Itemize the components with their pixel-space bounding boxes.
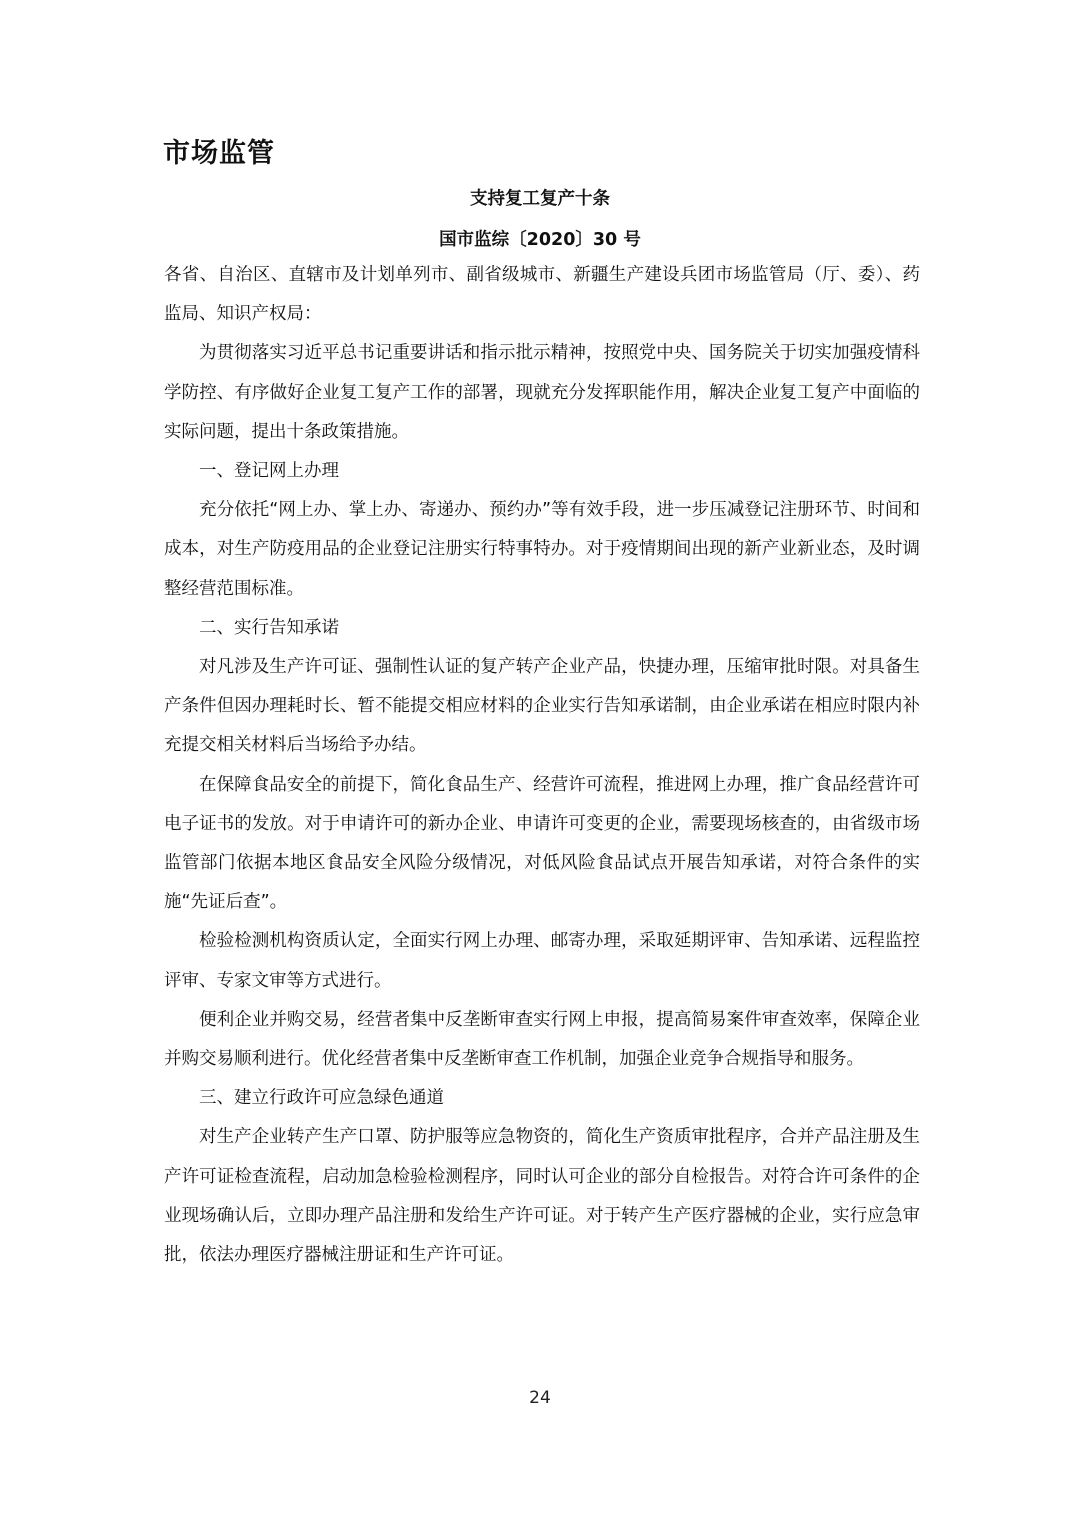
paragraph: 对生产企业转产生产口罩、防护服等应急物资的，简化生产资质审批程序，合并产品注册及生产许可证检查流程，启动加急检验检测程序，同时认可企业的部分自检报告。对符合许可条件的企业现场确认后，立即办理产品注册和发给生产许可证。对于转产生产医疗器械的企业，实行应急审批，依法办理医疗器械注册证和生产许可证。 [164, 1127, 920, 1266]
section-title: 市场监管 [163, 138, 275, 169]
heading-item-2: 二、实行告知承诺 [199, 617, 339, 638]
paragraph: 在保障食品安全的前提下，简化食品生产、经营许可流程，推进网上办理，推广食品经营许可电子证书的发放。对于申请许可的新办企业、申请许可变更的企业，需要现场核查的，由省级市场监管部门依据本地区食品安全风险分级情况，对低风险食品试点开展告知承诺，对符合条件的实施“先证后查”。 [164, 774, 920, 913]
heading-item-3: 三、建立行政许可应急绿色通道 [199, 1088, 444, 1109]
document-body [164, 256, 920, 1275]
heading-item-1: 一、登记网上办理 [199, 461, 339, 482]
paragraph: 便利企业并购交易，经营者集中反垄断审查实行网上申报，提高简易案件审查效率，保障企业并购交易顺利进行。优化经营者集中反垄断审查工作机制，加强企业竞争合规指导和服务。 [164, 1009, 920, 1070]
paragraph: 检验检测机构资质认定，全面实行网上办理、邮寄办理，采取延期评审、告知承诺、远程监控评审、专家文审等方式进行。 [164, 931, 920, 991]
document-title: 支持复工复产十条 [470, 189, 610, 209]
paragraph-intro: 为贯彻落实习近平总书记重要讲话和指示批示精神，按照党中央、国务院关于切实加强疫情科学防控、有序做好企业复工复产工作的部署，现就充分发挥职能作用，解决企业复工复产中面临的实际问题，提出十条政策措施。 [164, 343, 920, 442]
page-number: 24 [529, 1388, 551, 1408]
document-number: 国市监综〔2020〕30 号 [439, 230, 641, 250]
paragraph: 充分依托“网上办、掌上办、寄递办、预约办”等有效手段，进一步压减登记注册环节、时间和成本，对生产防疫用品的企业登记注册实行特事特办。对于疫情期间出现的新产业新业态，及时调整经营范围标准。 [164, 500, 920, 599]
addressee: 各省、自治区、直辖市及计划单列市、副省级城市、新疆生产建设兵团市场监管局（厅、委）、药监局、知识产权局： [164, 265, 920, 325]
paragraph: 对凡涉及生产许可证、强制性认证的复产转产企业产品，快捷办理，压缩审批时限。对具备生产条件但因办理耗时长、暂不能提交相应材料的企业实行告知承诺制，由企业承诺在相应时限内补充提交相关材料后当场给予办结。 [164, 657, 920, 756]
